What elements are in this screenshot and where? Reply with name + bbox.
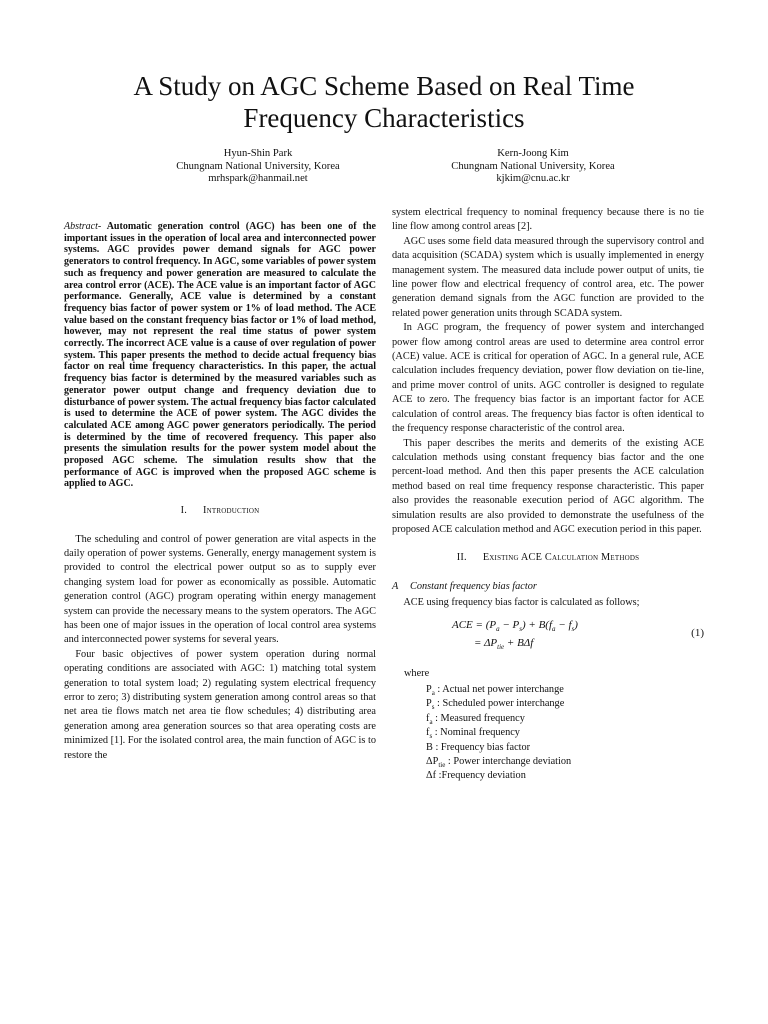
equation-number: (1) [691, 626, 704, 639]
variable-definition: $f_a$ : Measured frequency [426, 712, 525, 726]
paper-title [40, 70, 728, 134]
intro-paragraph-2: Four basic objectives of power system operation during normal operating conditions are associated with AGC: 1) matching total system generation to total system load; 2) regulating system electrical frequency error to zero; 3) distributing system generation among control areas so that net area tie flows match net area tie flow schedules; 4) distributing area generation among area generation sources so that area operating costs are minimized [1]. For the isolated control area, the main function of AGC is to restore the [64, 648, 376, 761]
left-column [64, 206, 376, 763]
variable-definition: $\Delta P_{tie}$ : Power interchange deviation [426, 756, 572, 770]
where-label: where [404, 667, 430, 679]
abstract [64, 221, 376, 490]
right-paragraph-4: This paper describes the merits and demerits of the existing ACE calculation methods using constant frequency bias factor and the one percent-load method. And then this paper presents the ACE calculation method based on real time frequency response characteristic. This paper also provides the reasonable execution period of AGC algorithm. The simulation results are also provided to demonstrate the usefulness of the proposed ACE calculation method and AGC execution period in this paper. [392, 437, 704, 535]
ace-intro-text: ACE using frequency bias factor is calculated as follows; [403, 597, 640, 609]
section-heading-existing-ace [392, 551, 704, 565]
variable-definition: $f_s$ : Nominal frequency [426, 727, 520, 741]
equation-line-1: ACE = $(P_a - P_s) + B(f_a - f_s)$ [452, 618, 578, 633]
section-title: Introduction [203, 505, 260, 517]
intro-paragraph-1: The scheduling and control of power generation are vital aspects in the daily operation of power systems. Generally, energy management system is provided to control the electrical power output so as to supply ever changing system load for power as economically as possible. Automatic generation control (AGC) program operating within energy management system can provide the necessary means to the system operators. The AGC has been one of major issues in the operation of local control area systems and interconnected power systems for several years. [64, 533, 376, 646]
author-block-2 [383, 148, 683, 186]
section-number: I. [180, 505, 187, 517]
section-number: II. [456, 552, 467, 564]
author-block-1 [108, 148, 408, 186]
section-title: Existing ACE Calculation Methods [482, 552, 640, 564]
variable-definition: B : Frequency bias factor [426, 741, 531, 753]
subsection-heading [392, 580, 704, 594]
title-line-1: A Study on AGC Scheme Based on Real Time [133, 71, 635, 101]
author-email: kjkim@cnu.ac.kr [496, 173, 570, 185]
right-paragraph-3: In AGC program, the frequency of power system and interchanged power flow among control areas are used to determine area control error (ACE) value. ACE is critical for operation of AGC. In a general rule, ACE calculation includes frequency deviation, power flow deviation on tie-line, and prime mover control of units. AGC controller is designed to regulate ACE to zero. The frequency bias factor is an important factor for ACE calculation of control areas. The frequency bias factor is often identical to the frequency response characteristic of the control area. [392, 322, 704, 435]
variable-definition: $P_s$ : Scheduled power interchange [426, 698, 565, 712]
author-affiliation: Chungnam National University, Korea [176, 160, 340, 172]
equation-line-2: = $\Delta P_{tie} + B\Delta f$ [474, 636, 534, 651]
section-heading-introduction [64, 504, 376, 518]
author-email: mrhspark@hanmail.net [208, 173, 308, 185]
right-paragraph-2: AGC uses some field data measured through the supervisory control and data acquisition (SCADA) system which is usually implemented in energy management system. The measured data include power output of units, tie line power flow and electrical frequency of control area, etc. The power generation demand signals from the AGC function are provided to the related power generation units through SCADA system. [392, 235, 704, 319]
variable-definition: $P_a$ : Actual net power interchange [426, 683, 564, 698]
author-name: Kern-Joong Kim [497, 148, 569, 159]
subsection-letter: A [392, 580, 399, 592]
author-affiliation: Chungnam National University, Korea [451, 160, 615, 172]
abstract-label: Abstract- [64, 221, 102, 232]
subsection-title: Constant frequency bias factor [410, 580, 537, 592]
right-paragraph-1: system electrical frequency to nominal frequency because there is no tie line flow among control areas [2]. [392, 207, 704, 233]
author-name: Hyun-Shin Park [223, 148, 293, 159]
equation-1 [392, 617, 704, 655]
variable-definition: Δf :Frequency deviation [426, 770, 526, 782]
right-column [392, 206, 704, 784]
title-line-2: Frequency Characteristics [243, 103, 525, 133]
abstract-text: Automatic generation control (AGC) has been one of the important issues in the operation of local area and interconnected power systems. AGC provides power demand signals for AGC power generators to control frequency. In AGC, some variables of power system such as frequency and power generation are measured to calculate the area control error (ACE). The ACE value is an important factor of AGC performance. Generally, ACE value is determined by a constant frequency bias factor of power system or 1% of load method. The ACE value based on the constant frequency bias factor or 1% of load method, however, may not represent the real time status of power system correctly. The incorrect ACE value is a cause of over regulation of power system. This paper presents the method to decide actual frequency bias factor on real time frequency characteristics. In this paper, the actual frequency bias factor is determined by the measured variables such as generator power output change and frequency deviation due to disturbance of power system. The actual frequency bias factor calculated is used to determine the ACE of power system. The AGC divides the calculated ACE among AGC power generators periodically. The period is determined by the time of recovered frequency. This paper also presents the simulation results for the power system model about the proposed AGC scheme. The simulation results show that the performance of AGC is improved when the proposed AGC scheme is applied to AGC. [64, 221, 376, 490]
variable-list [426, 683, 704, 784]
